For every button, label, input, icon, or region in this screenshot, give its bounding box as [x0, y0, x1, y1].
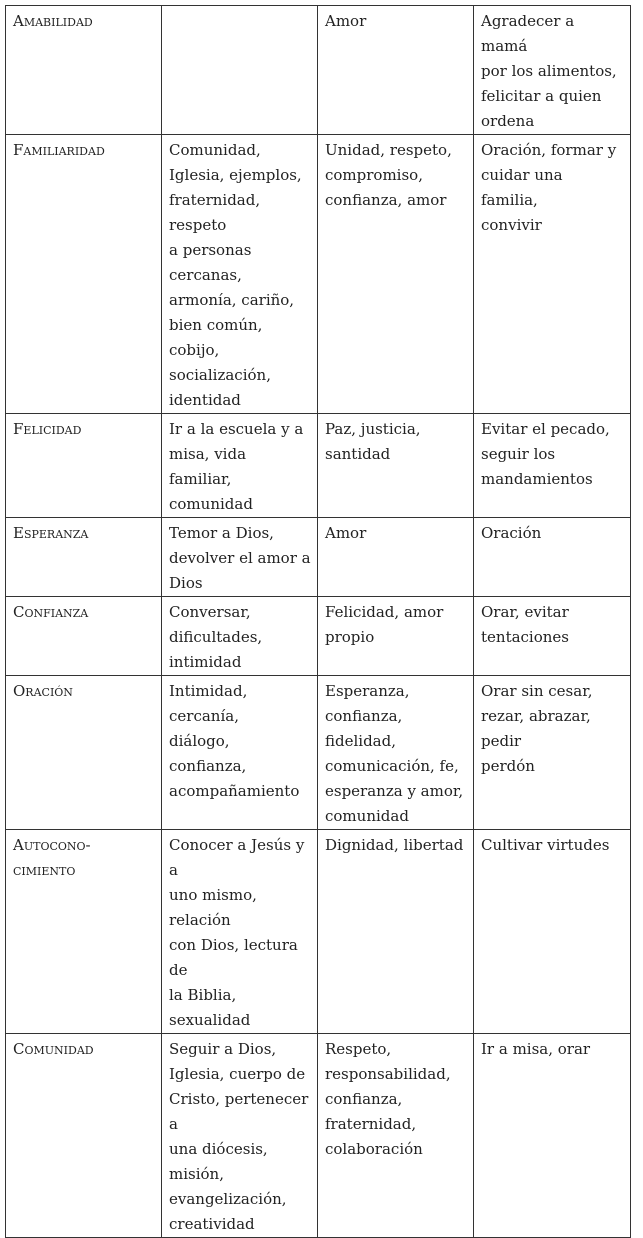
table-cell: Amor: [318, 6, 474, 135]
table-cell: Oración: [474, 518, 631, 597]
table-cell: Temor a Dios, devolver el amor a Dios: [162, 518, 318, 597]
table-cell: Amor: [318, 518, 474, 597]
table-cell: Conocer a Jesús y a uno mismo, relación con Dios, lectura de la Biblia, sexualidad: [162, 830, 318, 1034]
table-row: [6, 6, 631, 135]
term-cell: Esperanza: [6, 518, 162, 597]
table-cell: Oración, formar y cuidar una familia, convivir: [474, 135, 631, 414]
table-cell: Agradecer a mamá por los alimentos, felicitar a quien ordena: [474, 6, 631, 135]
table-cell: Comunidad, Iglesia, ejemplos, fraternidad, respeto a personas cercanas, armonía, cariño, bien común, cobijo, socialización, identidad: [162, 135, 318, 414]
table-cell: Cultivar virtudes: [474, 830, 631, 1034]
table-cell: Dignidad, libertad: [318, 830, 474, 1034]
term-cell: Confianza: [6, 597, 162, 676]
table-row: [6, 135, 631, 414]
term-cell: Amabilidad: [6, 6, 162, 135]
table-row: [6, 597, 631, 676]
term-cell: Felicidad: [6, 414, 162, 518]
table-cell: Paz, justicia, santidad: [318, 414, 474, 518]
term-cell: Oración: [6, 676, 162, 830]
table-cell: Ir a la escuela y a misa, vida familiar, comunidad: [162, 414, 318, 518]
table-cell: Unidad, respeto, compromiso, confianza, amor: [318, 135, 474, 414]
table-cell: Conversar, dificultades, intimidad: [162, 597, 318, 676]
table-cell: [162, 6, 318, 135]
table-body: [6, 6, 631, 1238]
table-cell: Evitar el pecado, seguir los mandamientos: [474, 414, 631, 518]
table-row: [6, 830, 631, 1034]
table-cell: Intimidad, cercanía, diálogo, confianza, acompañamiento: [162, 676, 318, 830]
table-cell: Seguir a Dios, Iglesia, cuerpo de Cristo, pertenecer a una diócesis, misión, evangelización, creatividad: [162, 1034, 318, 1238]
table-cell: Orar, evitar tentaciones: [474, 597, 631, 676]
table-row: [6, 414, 631, 518]
values-table: [5, 5, 631, 1238]
table-cell: Felicidad, amor propio: [318, 597, 474, 676]
table-row: [6, 1034, 631, 1238]
table-row: [6, 676, 631, 830]
table-cell: Esperanza, confianza, fidelidad, comunicación, fe, esperanza y amor, comunidad: [318, 676, 474, 830]
table-cell: Ir a misa, orar: [474, 1034, 631, 1238]
term-cell: Autocono- cimiento: [6, 830, 162, 1034]
table-cell: Respeto, responsabilidad, confianza, fraternidad, colaboración: [318, 1034, 474, 1238]
table-row: [6, 518, 631, 597]
term-cell: Comunidad: [6, 1034, 162, 1238]
table-cell: Orar sin cesar, rezar, abrazar, pedir perdón: [474, 676, 631, 830]
term-cell: Familiaridad: [6, 135, 162, 414]
